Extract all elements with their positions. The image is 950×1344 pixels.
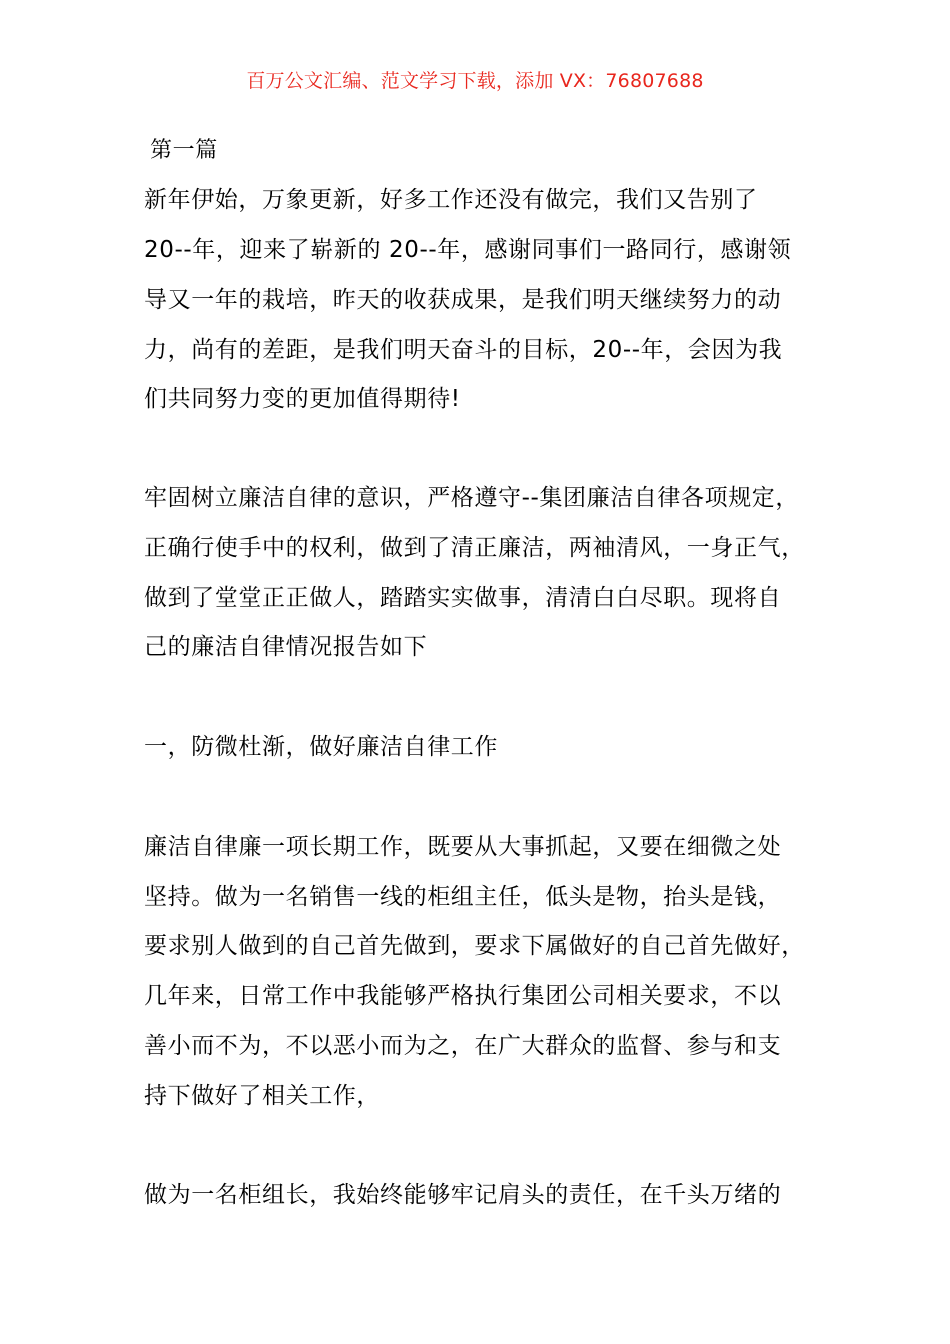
heading-1: 一，防微杜渐，做好廉洁自律工作 (144, 734, 498, 760)
paragraph-line: 力，尚有的差距，是我们明天奋斗的目标，20--年，会因为我 (144, 337, 783, 363)
paragraph-line: 导又一年的栽培，昨天的收获成果，是我们明天继续努力的动 (144, 287, 782, 313)
paragraph-line: 持下做好了相关工作， (144, 1083, 380, 1109)
paragraph-line: 牢固树立廉洁自律的意识，严格遵守--集团廉洁自律各项规定， (144, 485, 799, 511)
paragraph-line: 己的廉洁自律情况报告如下 (144, 634, 428, 660)
paragraph-line: 正确行使手中的权利，做到了清正廉洁，两袖清风，一身正气， (144, 535, 805, 561)
paragraph-line: 坚持。做为一名销售一线的柜组主任，低头是物，抬头是钱， (144, 884, 782, 910)
paragraph-line: 20--年，迎来了崭新的 20--年，感谢同事们一路同行，感谢领 (144, 237, 792, 263)
paragraph-line: 新年伊始，万象更新，好多工作还没有做完，我们又告别了 (144, 187, 758, 213)
paragraph-line: 们共同努力变的更加值得期待! (144, 386, 461, 412)
paragraph-line: 要求别人做到的自己首先做到，要求下属做好的自己首先做好， (144, 933, 805, 959)
paragraph-line: 做为一名柜组长，我始终能够牢记肩头的责任，在千头万绪的 (144, 1182, 782, 1208)
promo-header: 百万公文汇编、范文学习下载，添加 VX：76807688 (246, 70, 704, 92)
paragraph-line: 几年来，日常工作中我能够严格执行集团公司相关要求，不以 (144, 983, 782, 1009)
paragraph-line: 善小而不为，不以恶小而为之，在广大群众的监督、参与和支 (144, 1033, 782, 1059)
paragraph-line: 廉洁自律廉一项长期工作，既要从大事抓起，又要在细微之处 (144, 834, 782, 860)
section-title: 第一篇 (150, 138, 218, 163)
paragraph-line: 做到了堂堂正正做人，踏踏实实做事，清清白白尽职。现将自 (144, 585, 782, 611)
